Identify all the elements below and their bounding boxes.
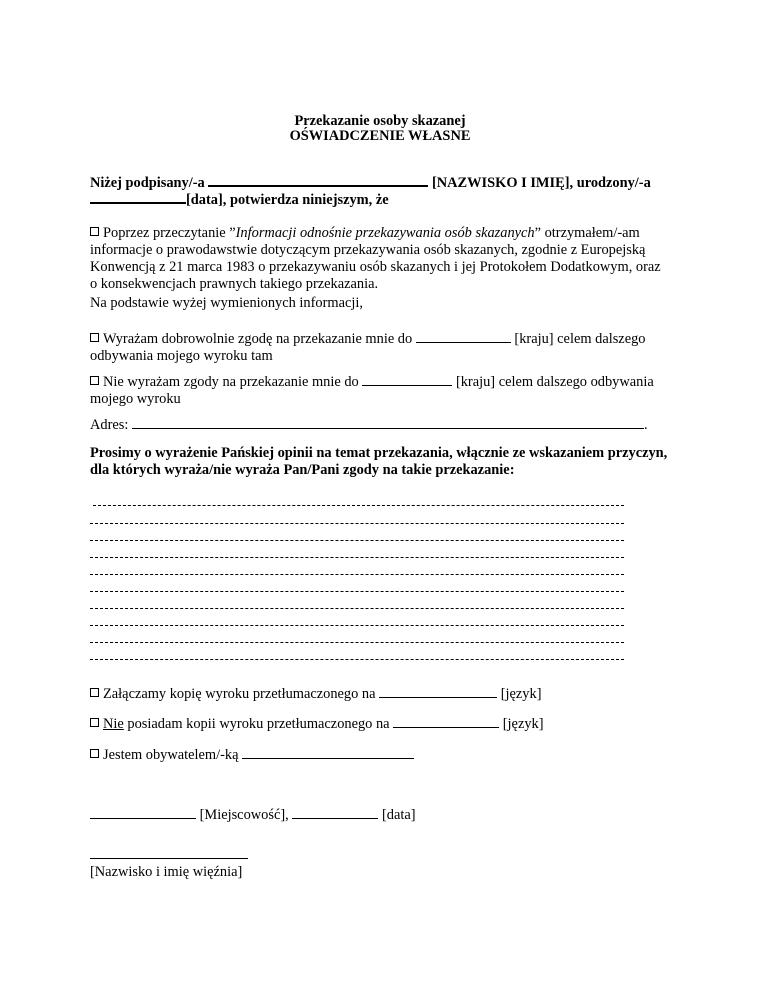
opinion-line-1: Prosimy o wyrażenie Pańskiej opinii na temat przekazania, włącznie ze wskazaniem przyczyn, [90, 445, 668, 461]
place-field[interactable] [90, 806, 196, 819]
opinion-dashed-line [93, 505, 624, 506]
info-checkbox-paragraph [90, 225, 670, 293]
consent-no-text-after: [kraju] celem dalszego odbywania [455, 374, 654, 390]
intro-paragraph-line2 [90, 190, 670, 209]
consent-yes-checkbox[interactable] [90, 333, 99, 342]
info-text-italic: Informacji odnośnie przekazywania osób skazanych [235, 225, 535, 241]
opinion-line-2: dla których wyraża/nie wyraża Pan/Pani zgody na takie przekazanie: [90, 462, 515, 478]
document-subtitle: OŚWIADCZENIE WŁASNE [289, 128, 471, 144]
consent-yes-country-field[interactable] [416, 330, 511, 343]
citizenship-row [90, 746, 670, 764]
address-label: Adres: [90, 417, 129, 433]
consent-yes-paragraph [90, 330, 670, 365]
opinion-dashed-line [90, 540, 624, 541]
place-date-row [90, 806, 670, 824]
no-copy-row [90, 715, 670, 733]
intro-text-3: [data], potwierdza niniejszym, że [186, 192, 389, 208]
citizenship-checkbox[interactable] [90, 749, 99, 758]
prisoner-name-field[interactable] [90, 846, 248, 859]
no-copy-language-label: [język] [502, 716, 544, 732]
place-label: [Miejscowość], [199, 807, 289, 823]
citizenship-field[interactable] [242, 746, 414, 759]
no-copy-text: posiadam kopii wyroku przetłumaczonego na [127, 716, 390, 732]
consent-yes-text-after: [kraju] celem dalszego [514, 331, 646, 347]
copy-attached-text: Załączamy kopię wyroku przetłumaczonego na [103, 686, 376, 702]
opinion-dashed-line [90, 557, 624, 558]
document-title: Przekazanie osoby skazanej [294, 113, 466, 129]
copy-language-label: [język] [500, 686, 542, 702]
info-text-after: ” otrzymałem/-am informacje o prawodawstwie dotyczącym przekazywania osób skazanych, zgodnie z Europejską Konwencją z 21 marca 1983 o przekazywaniu osób skazanych i jej Protokołem Dodatkowym, oraz o konsekwencjach prawnych takiego przekazania. [90, 225, 661, 292]
opinion-dashed-line [90, 591, 624, 592]
opinion-dashed-line [90, 659, 624, 660]
consent-yes-text: Wyrażam dobrowolnie zgodę na przekazanie mnie do [103, 331, 413, 347]
opinion-dashed-line [90, 574, 624, 575]
consent-no-paragraph [90, 373, 670, 408]
opinion-dashed-line [90, 642, 624, 643]
opinion-request [90, 445, 670, 479]
birth-date-field[interactable] [90, 190, 186, 204]
opinion-dashed-line [90, 608, 624, 609]
date-label: [data] [381, 807, 416, 823]
no-copy-negation: Nie [103, 716, 124, 732]
copy-attached-checkbox[interactable] [90, 688, 99, 697]
consent-no-text: Nie wyrażam zgody na przekazanie mnie do [103, 374, 359, 390]
consent-no-country-field[interactable] [362, 373, 452, 386]
date-field[interactable] [292, 806, 378, 819]
info-text-before: Poprzez przeczytanie ” [103, 225, 236, 241]
intro-text-1: Niżej podpisany/-a [90, 175, 205, 191]
address-field[interactable] [132, 416, 644, 429]
name-field[interactable] [208, 173, 428, 187]
citizenship-text: Jestem obywatelem/-ką [103, 747, 239, 763]
opinion-dashed-line [90, 625, 624, 626]
address-row [90, 416, 670, 434]
consent-no-text-line2: mojego wyroku [90, 391, 181, 407]
copy-language-field[interactable] [379, 685, 497, 698]
prisoner-name-row [90, 846, 670, 864]
address-end: . [643, 417, 648, 433]
info-checkbox[interactable] [90, 227, 99, 236]
copy-attached-row [90, 685, 670, 703]
consent-no-checkbox[interactable] [90, 376, 99, 385]
no-copy-checkbox[interactable] [90, 718, 99, 727]
intro-text-2: [NAZWISKO I IMIĘ], urodzony/-a [431, 175, 651, 191]
no-copy-language-field[interactable] [393, 715, 499, 728]
opinion-dashed-line [90, 523, 624, 524]
prisoner-name-label: [Nazwisko i imię więźnia] [90, 864, 243, 880]
basis-text: Na podstawie wyżej wymienionych informacji, [90, 295, 363, 311]
consent-yes-text-line2: odbywania mojego wyroku tam [90, 348, 273, 364]
